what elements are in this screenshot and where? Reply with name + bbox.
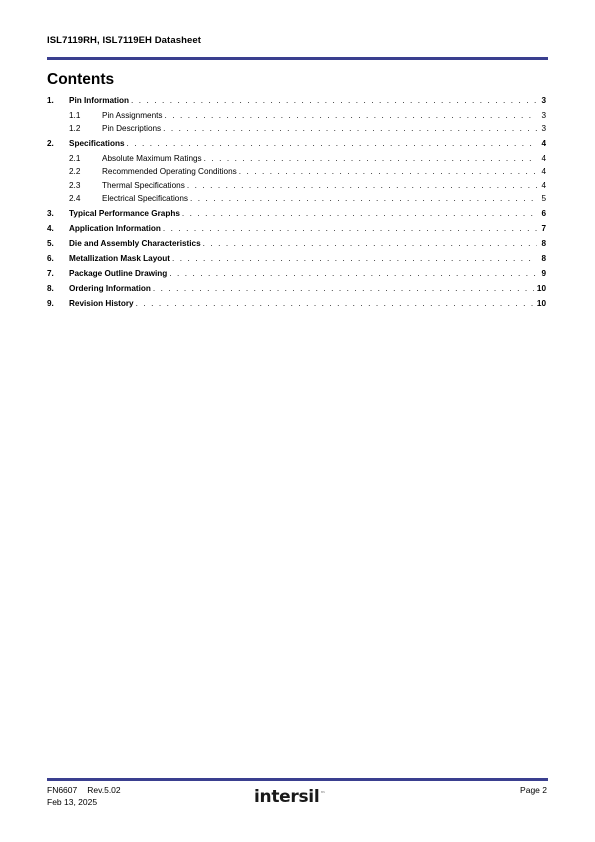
toc-entry[interactable] (47, 139, 546, 154)
toc-dot-leader (187, 181, 537, 190)
footer-revision: Rev.5.02 (87, 785, 121, 795)
header-rule (47, 57, 548, 60)
toc-dot-leader (163, 124, 537, 133)
toc-entry-title[interactable]: Ordering Information (69, 283, 151, 293)
toc-dot-leader (169, 269, 537, 278)
toc-entry[interactable] (47, 167, 546, 180)
toc-entry-title[interactable]: Pin Information (69, 96, 130, 105)
toc-dot-leader (136, 299, 534, 308)
toc-entry-page[interactable]: 3 (541, 111, 546, 120)
intersil-logo: intersil™ (254, 787, 326, 807)
toc-entry-title[interactable]: Specifications (69, 139, 125, 149)
toc-dot-leader (239, 167, 537, 176)
toc-entry-number: 2.1 (69, 154, 81, 164)
toc-entry[interactable] (47, 299, 546, 314)
toc-entry-page[interactable]: 4 (541, 180, 546, 190)
toc-entry-page[interactable]: 10 (536, 298, 546, 308)
toc-entry-page[interactable]: 6 (541, 208, 546, 218)
toc-dot-leader (131, 96, 537, 105)
toc-entry-title[interactable]: Absolute Maximum Ratings (102, 154, 202, 164)
toc-dot-leader (163, 224, 537, 233)
toc-entry[interactable] (47, 124, 546, 137)
footer-page-number: Page 2 (520, 785, 547, 795)
toc-entry-number: 1.2 (69, 124, 81, 134)
toc-dot-leader (127, 139, 537, 148)
footer-doc-info (47, 785, 121, 808)
toc-entry-number: 2. (47, 139, 54, 149)
toc-entry[interactable] (47, 154, 546, 167)
toc-entry-page[interactable]: 8 (541, 253, 546, 263)
toc-entry-page[interactable]: 3 (541, 124, 546, 134)
toc-entry-number: 5. (47, 238, 54, 248)
toc-entry-page[interactable]: 4 (541, 154, 546, 164)
toc-entry[interactable] (47, 96, 546, 111)
toc-entry[interactable] (47, 224, 546, 239)
toc-entry-page[interactable]: 4 (541, 139, 546, 149)
toc-entry-page[interactable]: 10 (536, 283, 546, 293)
toc-entry-number: 9. (47, 298, 54, 308)
toc-entry-page[interactable]: 3 (541, 96, 546, 105)
toc-entry[interactable] (47, 254, 546, 269)
toc-entry[interactable] (47, 269, 546, 284)
toc-dot-leader (204, 154, 537, 163)
footer-rule (47, 778, 548, 781)
toc-entry-page[interactable]: 5 (541, 193, 546, 203)
toc-entry-page[interactable]: 9 (541, 268, 546, 278)
toc-entry-number: 7. (47, 268, 54, 278)
toc-entry-title[interactable]: Package Outline Drawing (69, 268, 168, 278)
logo-text: intersil (254, 787, 320, 807)
table-of-contents (47, 96, 546, 314)
toc-entry-title[interactable]: Typical Performance Graphs (69, 208, 180, 218)
toc-entry-number: 4. (47, 223, 54, 233)
footer-date: Feb 13, 2025 (47, 796, 98, 807)
toc-dot-leader (190, 194, 537, 203)
toc-entry-number: 1.1 (69, 111, 81, 120)
footer-doc-number: FN6607 (47, 785, 78, 795)
toc-entry[interactable] (47, 239, 546, 254)
toc-entry-title[interactable]: Die and Assembly Characteristics (69, 238, 201, 248)
toc-entry-page[interactable]: 7 (541, 223, 546, 233)
toc-dot-leader (153, 284, 534, 293)
toc-entry-page[interactable]: 8 (541, 238, 546, 248)
toc-entry-title[interactable]: Pin Descriptions (102, 124, 162, 134)
toc-entry-title[interactable]: Pin Assignments (102, 111, 163, 120)
toc-entry-title[interactable]: Recommended Operating Conditions (102, 167, 237, 177)
toc-entry-number: 6. (47, 253, 54, 263)
toc-entry-title[interactable]: Electrical Specifications (102, 193, 189, 203)
toc-dot-leader (203, 239, 537, 248)
toc-entry[interactable] (47, 181, 546, 194)
header-title: ISL7119RH, ISL7119EH Datasheet (47, 35, 202, 46)
toc-entry-number: 2.4 (69, 193, 81, 203)
toc-entry-page[interactable]: 4 (541, 167, 546, 177)
toc-entry-number: 8. (47, 283, 54, 293)
toc-entry[interactable] (47, 209, 546, 224)
toc-dot-leader (172, 254, 537, 263)
toc-entry-title[interactable]: Metallization Mask Layout (69, 253, 170, 263)
toc-entry-title[interactable]: Revision History (69, 298, 134, 308)
toc-entry-number: 2.2 (69, 167, 81, 177)
toc-entry-title[interactable]: Application Information (69, 223, 161, 233)
toc-entry[interactable] (47, 284, 546, 299)
toc-entry[interactable] (47, 111, 546, 124)
toc-entry-number: 1. (47, 96, 54, 105)
toc-entry-number: 3. (47, 208, 54, 218)
toc-dot-leader (182, 209, 537, 218)
toc-entry[interactable] (47, 194, 546, 207)
contents-heading: Contents (47, 71, 115, 88)
toc-entry-number: 2.3 (69, 180, 81, 190)
toc-dot-leader (165, 111, 537, 120)
toc-entry-title[interactable]: Thermal Specifications (102, 180, 185, 190)
